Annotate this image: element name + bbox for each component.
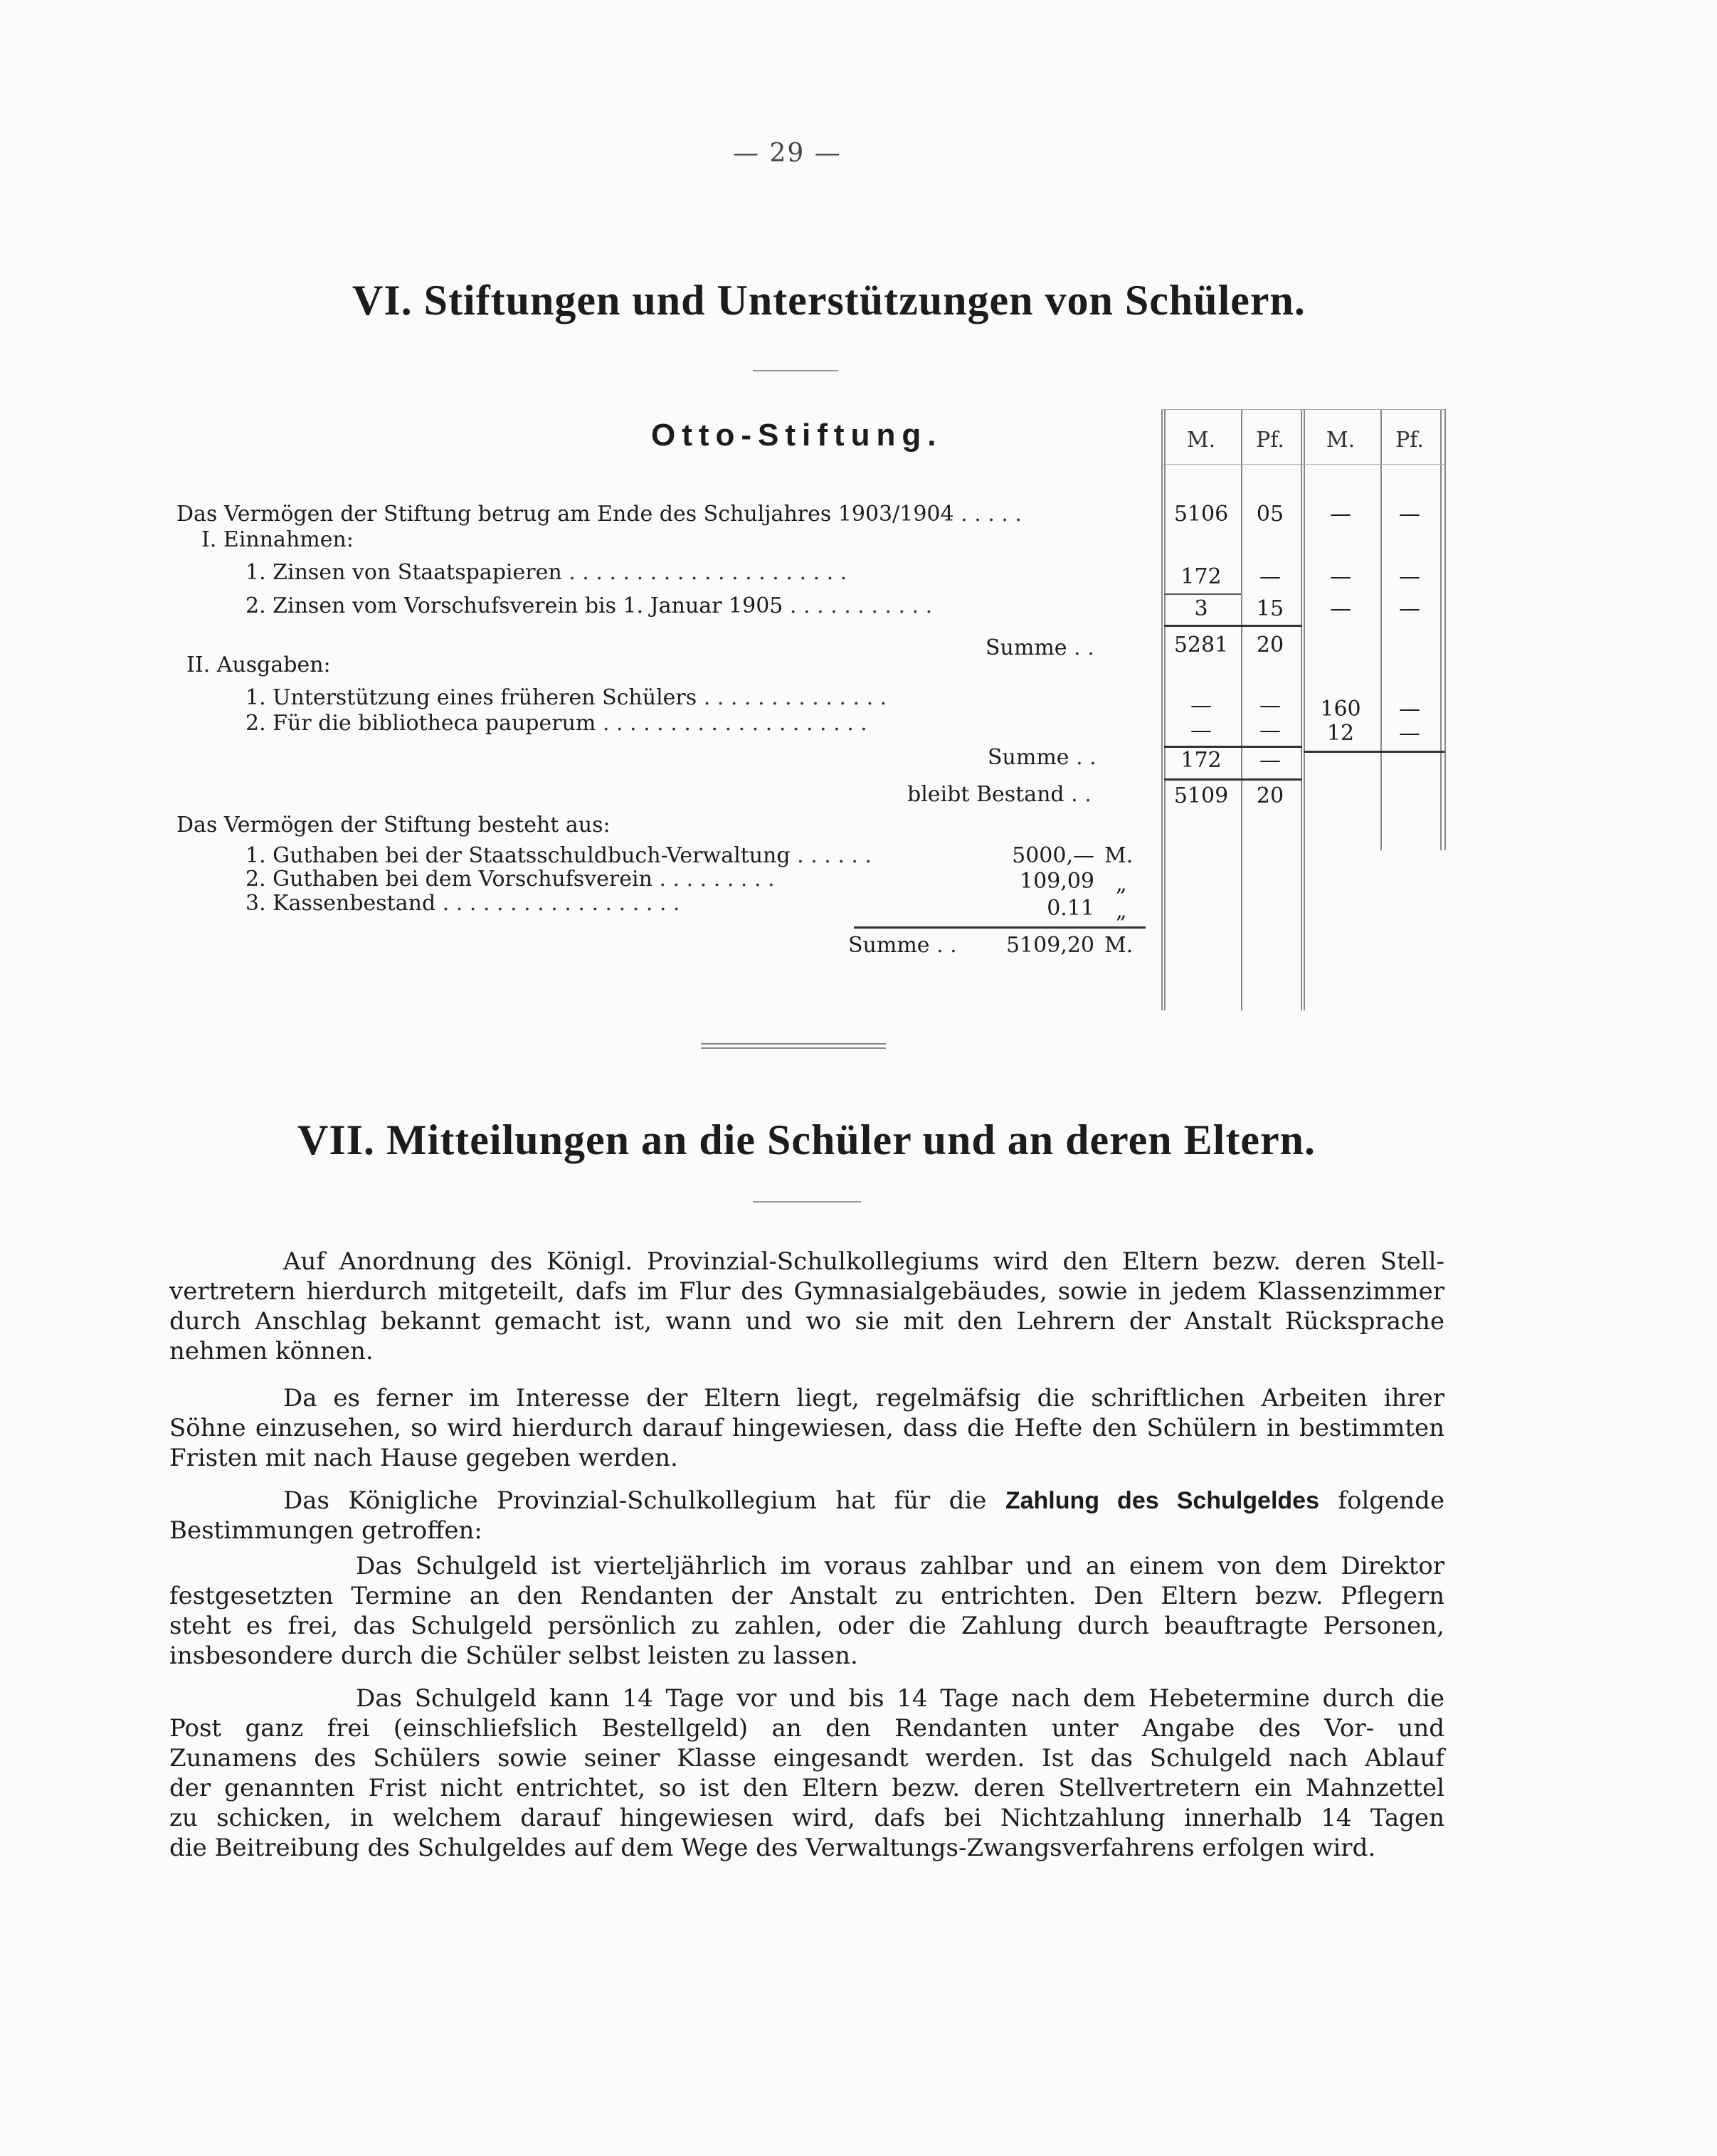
col-header-m: M. xyxy=(1326,428,1356,453)
col-header-m: M. xyxy=(1186,428,1216,453)
asset-value: 109,09 xyxy=(1020,869,1094,894)
opening-m: 5106 xyxy=(1173,502,1229,527)
table-rule xyxy=(1380,409,1382,850)
text-line: durch Anschlag bekannt gemacht ist, wann und wo sie mit den Lehrern der Anstalt Rücksprache xyxy=(169,1307,1444,1336)
text-line: Das Schulgeld kann 14 Tage vor und bis 14 Tage nach dem Hebetermine durch die xyxy=(356,1684,1444,1713)
table-rule xyxy=(1161,409,1163,1010)
income-item-pf: — xyxy=(1259,564,1281,589)
assets-sum-label: Summe . . xyxy=(848,933,957,958)
text-line: Zunamens des Schülers sowie seiner Klasse eingesandt werden. Ist das Schulgeld nach Ablauf xyxy=(169,1744,1444,1772)
foundation-title: Otto-Stiftung. xyxy=(651,418,943,453)
col-header-pf: Pf. xyxy=(1395,428,1424,453)
text-line: die Beitreibung des Schulgeldes auf dem Wege des Verwaltungs-Zwangsverfahrens erfolgen wird. xyxy=(169,1834,1376,1862)
text-line: Bestimmungen getroffen: xyxy=(169,1516,482,1545)
text-line: nehmen können. xyxy=(169,1337,374,1365)
assets-sum-value: 5109,20 xyxy=(1005,933,1094,958)
section-vi-title: VI. Stiftungen und Unterstützungen von Schülern. xyxy=(352,277,1306,324)
table-rule xyxy=(1440,409,1442,850)
text-line: steht es frei, das Schulgeld persönlich zu zahlen, oder die Zahlung durch beauftragte Personen, xyxy=(169,1612,1444,1640)
table-rule xyxy=(1164,625,1302,627)
remaining-pf: 20 xyxy=(1256,783,1284,808)
paragraph xyxy=(169,1551,1444,1671)
section-vii-title: VII. Mitteilungen an die Schüler und an deren Eltern. xyxy=(297,1116,1316,1163)
paragraph xyxy=(169,1247,1444,1366)
opening-pf: 05 xyxy=(1256,502,1284,527)
text-line: Auf Anordnung des Königl. Provinzial-Schulkollegiums wird den Eltern bezw. deren Stell- xyxy=(283,1247,1444,1276)
expense-item-pf: — xyxy=(1259,693,1281,718)
table-rule xyxy=(1444,409,1446,850)
table-rule xyxy=(1164,778,1302,781)
expense-sum-m: 172 xyxy=(1180,748,1222,773)
asset-unit: M. xyxy=(1104,843,1134,868)
table-rule xyxy=(1164,593,1241,595)
col-header-pf: Pf. xyxy=(1256,428,1284,453)
assets-heading: Das Vermögen der Stiftung besteht aus: xyxy=(176,813,611,837)
expense-item-m: — xyxy=(1190,718,1212,743)
title-divider xyxy=(753,370,838,371)
income-item: 1. Zinsen von Staatspapieren . . . . . . . . . . . . . . . . . . . . . xyxy=(245,560,847,585)
text-line: Söhne einzusehen, so wird hierdurch darauf hingewiesen, dass die Hefte den Schülern in bestimmten xyxy=(169,1414,1444,1442)
text-line: Post ganz frei (einschliefslich Bestellgeld) an den Rendanten unter Angabe des Vor- und xyxy=(169,1714,1444,1743)
text-line: Das Schulgeld ist vierteljährlich im voraus zahlbar und an einem von dem Direktor xyxy=(356,1552,1444,1580)
income-heading: I. Einnahmen: xyxy=(201,527,354,552)
income-item-m2: — xyxy=(1330,564,1351,589)
asset-unit: „ xyxy=(1116,899,1127,924)
emphasis: Zahlung des Schulgeldes xyxy=(1005,1487,1319,1514)
assets-rule xyxy=(854,926,1146,929)
expense-item-m2: 160 xyxy=(1320,697,1361,722)
expense-item-m2: 12 xyxy=(1326,721,1355,746)
income-sum-pf: 20 xyxy=(1256,633,1284,657)
expense-item-m: — xyxy=(1190,693,1212,718)
asset-unit: „ xyxy=(1116,872,1127,897)
income-sum-m: 5281 xyxy=(1173,633,1229,657)
text-line: Da es ferner im Interesse der Eltern liegt, regelmäfsig die schriftlichen Arbeiten ihrer xyxy=(283,1384,1444,1412)
text-line: der genannten Frist nicht entrichtet, so ist den Eltern bezw. deren Stellvertretern ein Mahnzettel xyxy=(169,1774,1444,1802)
section-divider xyxy=(701,1043,886,1049)
text-line: insbesondere durch die Schüler selbst leisten zu lassen. xyxy=(169,1642,858,1670)
expense-item-pf2: — xyxy=(1399,721,1420,746)
expense-sum-pf: — xyxy=(1259,748,1281,773)
income-item: 2. Zinsen vom Vorschufsverein bis 1. Januar 1905 . . . . . . . . . . . xyxy=(245,593,933,618)
income-item-pf2: — xyxy=(1399,596,1420,621)
income-item-m: 3 xyxy=(1194,596,1208,621)
income-item-pf2: — xyxy=(1399,564,1420,589)
expense-item: 1. Unterstützung eines früheren Schülers . . . . . . . . . . . . . . xyxy=(245,685,887,710)
asset-item: 2. Guthaben bei dem Vorschufsverein . . . . . . . . . xyxy=(245,867,775,892)
expense-heading: II. Ausgaben: xyxy=(186,652,331,677)
income-sum-label: Summe . . xyxy=(986,635,1094,660)
expense-item-pf: — xyxy=(1259,718,1281,743)
paragraph xyxy=(169,1486,1444,1545)
table-rule xyxy=(1161,464,1444,465)
text-line: vertretern hierdurch mitgeteilt, dafs im Flur des Gymnasialgebäudes, sowie in jedem Klassenzimmer xyxy=(169,1277,1444,1306)
paragraph xyxy=(169,1684,1444,1863)
expense-item: 2. Für die bibliotheca pauperum . . . . . . . . . . . . . . . . . . . . xyxy=(245,711,867,736)
text-line: Das Königliche Provinzial-Schulkollegium hat für die Zahlung des Schulgeldes folgende xyxy=(283,1486,1445,1515)
page-number: — 29 — xyxy=(733,139,842,168)
remaining-m: 5109 xyxy=(1173,783,1229,808)
income-item-m: 172 xyxy=(1180,564,1222,589)
asset-value: 5000,— xyxy=(1012,843,1094,868)
assets-sum-unit: M. xyxy=(1104,933,1134,958)
table-rule xyxy=(1304,751,1444,753)
remaining-label: bleibt Bestand . . xyxy=(907,782,1092,807)
asset-value: 0.11 xyxy=(1047,896,1094,921)
income-item-m2: — xyxy=(1330,596,1351,621)
table-rule xyxy=(1161,409,1444,410)
expense-item-pf2: — xyxy=(1399,697,1420,722)
title-divider xyxy=(753,1201,861,1203)
text-line: festgesetzten Termine an den Rendanten der Anstalt zu entrichten. Den Eltern bezw. Pflegern xyxy=(169,1582,1444,1610)
paragraph xyxy=(169,1383,1444,1473)
asset-item: 3. Kassenbestand . . . . . . . . . . . . . . . . . . xyxy=(245,891,680,916)
opening-pf2: — xyxy=(1399,502,1420,527)
text-line: Fristen mit nach Hause gegeben werden. xyxy=(169,1444,678,1472)
opening-m2: — xyxy=(1330,502,1351,527)
table-rule xyxy=(1301,409,1302,1010)
income-item-pf: 15 xyxy=(1256,596,1284,621)
opening-balance-label: Das Vermögen der Stiftung betrug am Ende des Schuljahres 1903/1904 . . . . . xyxy=(176,502,1022,527)
expense-sum-label: Summe . . xyxy=(988,745,1097,770)
asset-item: 1. Guthaben bei der Staatsschuldbuch-Verwaltung . . . . . . xyxy=(245,843,872,868)
text-line: zu schicken, in welchem darauf hingewiesen wird, dafs bei Nichtzahlung innerhalb 14 Tagen xyxy=(169,1804,1444,1832)
